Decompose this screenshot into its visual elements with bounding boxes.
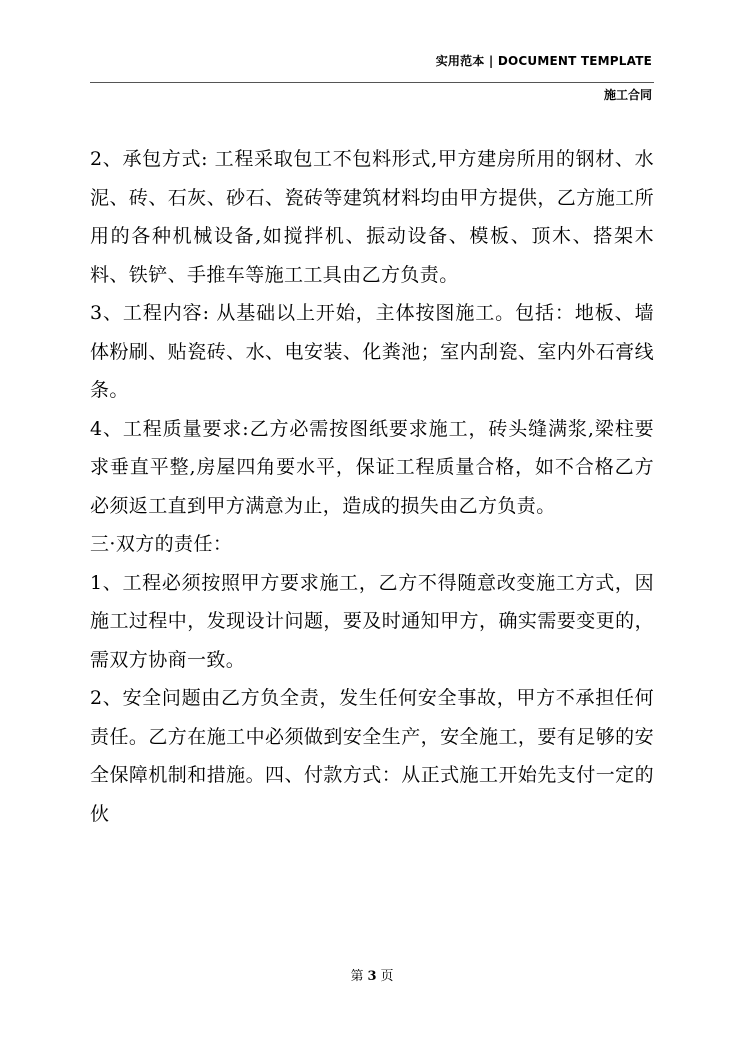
document-body	[90, 140, 654, 833]
paragraph-contract-method: 2、承包方式: 工程采取包工不包料形式,甲方建房所用的钢材、水泥、砖、石灰、砂石、瓷砖等建筑材料均由甲方提供，乙方施工所用的各种机械设备,如搅拌机、振动设备、模板、顶木、搭架木料、铁铲、手推车等施工工具由乙方负责。	[90, 148, 654, 286]
page-prefix: 第	[350, 969, 364, 984]
page-suffix: 页	[380, 969, 394, 984]
paragraph-work-scope: 3、工程内容: 从基础以上开始，主体按图施工。包括：地板、墙体粉刷、贴瓷砖、水、电安装、化粪池；室内刮瓷、室内外石膏线条。	[90, 302, 654, 401]
document-header-subtitle: 施工合同	[603, 88, 652, 102]
document-header-title: 实用范本 | DOCUMENT TEMPLATE	[435, 54, 652, 68]
page-footer	[0, 965, 744, 984]
paragraph-safety-and-payment: 2、安全问题由乙方负全责，发生任何安全事故，甲方不承担任何责任。乙方在施工中必须做到安全生产，安全施工，要有足够的安全保障机制和措施。四、付款方式：从正式施工开始先支付一定的伙	[90, 687, 654, 825]
header-divider	[90, 82, 654, 83]
paragraph-construction-compliance: 1、工程必须按照甲方要求施工，乙方不得随意改变施工方式，因施工过程中，发现设计问题，要及时通知甲方，确实需要变更的，需双方协商一致。	[90, 571, 654, 671]
section-heading-responsibilities: 三·双方的责任：	[90, 533, 233, 555]
paragraph-quality-requirements: 4、工程质量要求:乙方必需按图纸要求施工，砖头缝满浆,梁柱要求垂直平整,房屋四角要水平，保证工程质量合格，如不合格乙方必须返工直到甲方满意为止，造成的损失由乙方负责。	[90, 417, 654, 517]
page-number: 3	[367, 969, 377, 984]
